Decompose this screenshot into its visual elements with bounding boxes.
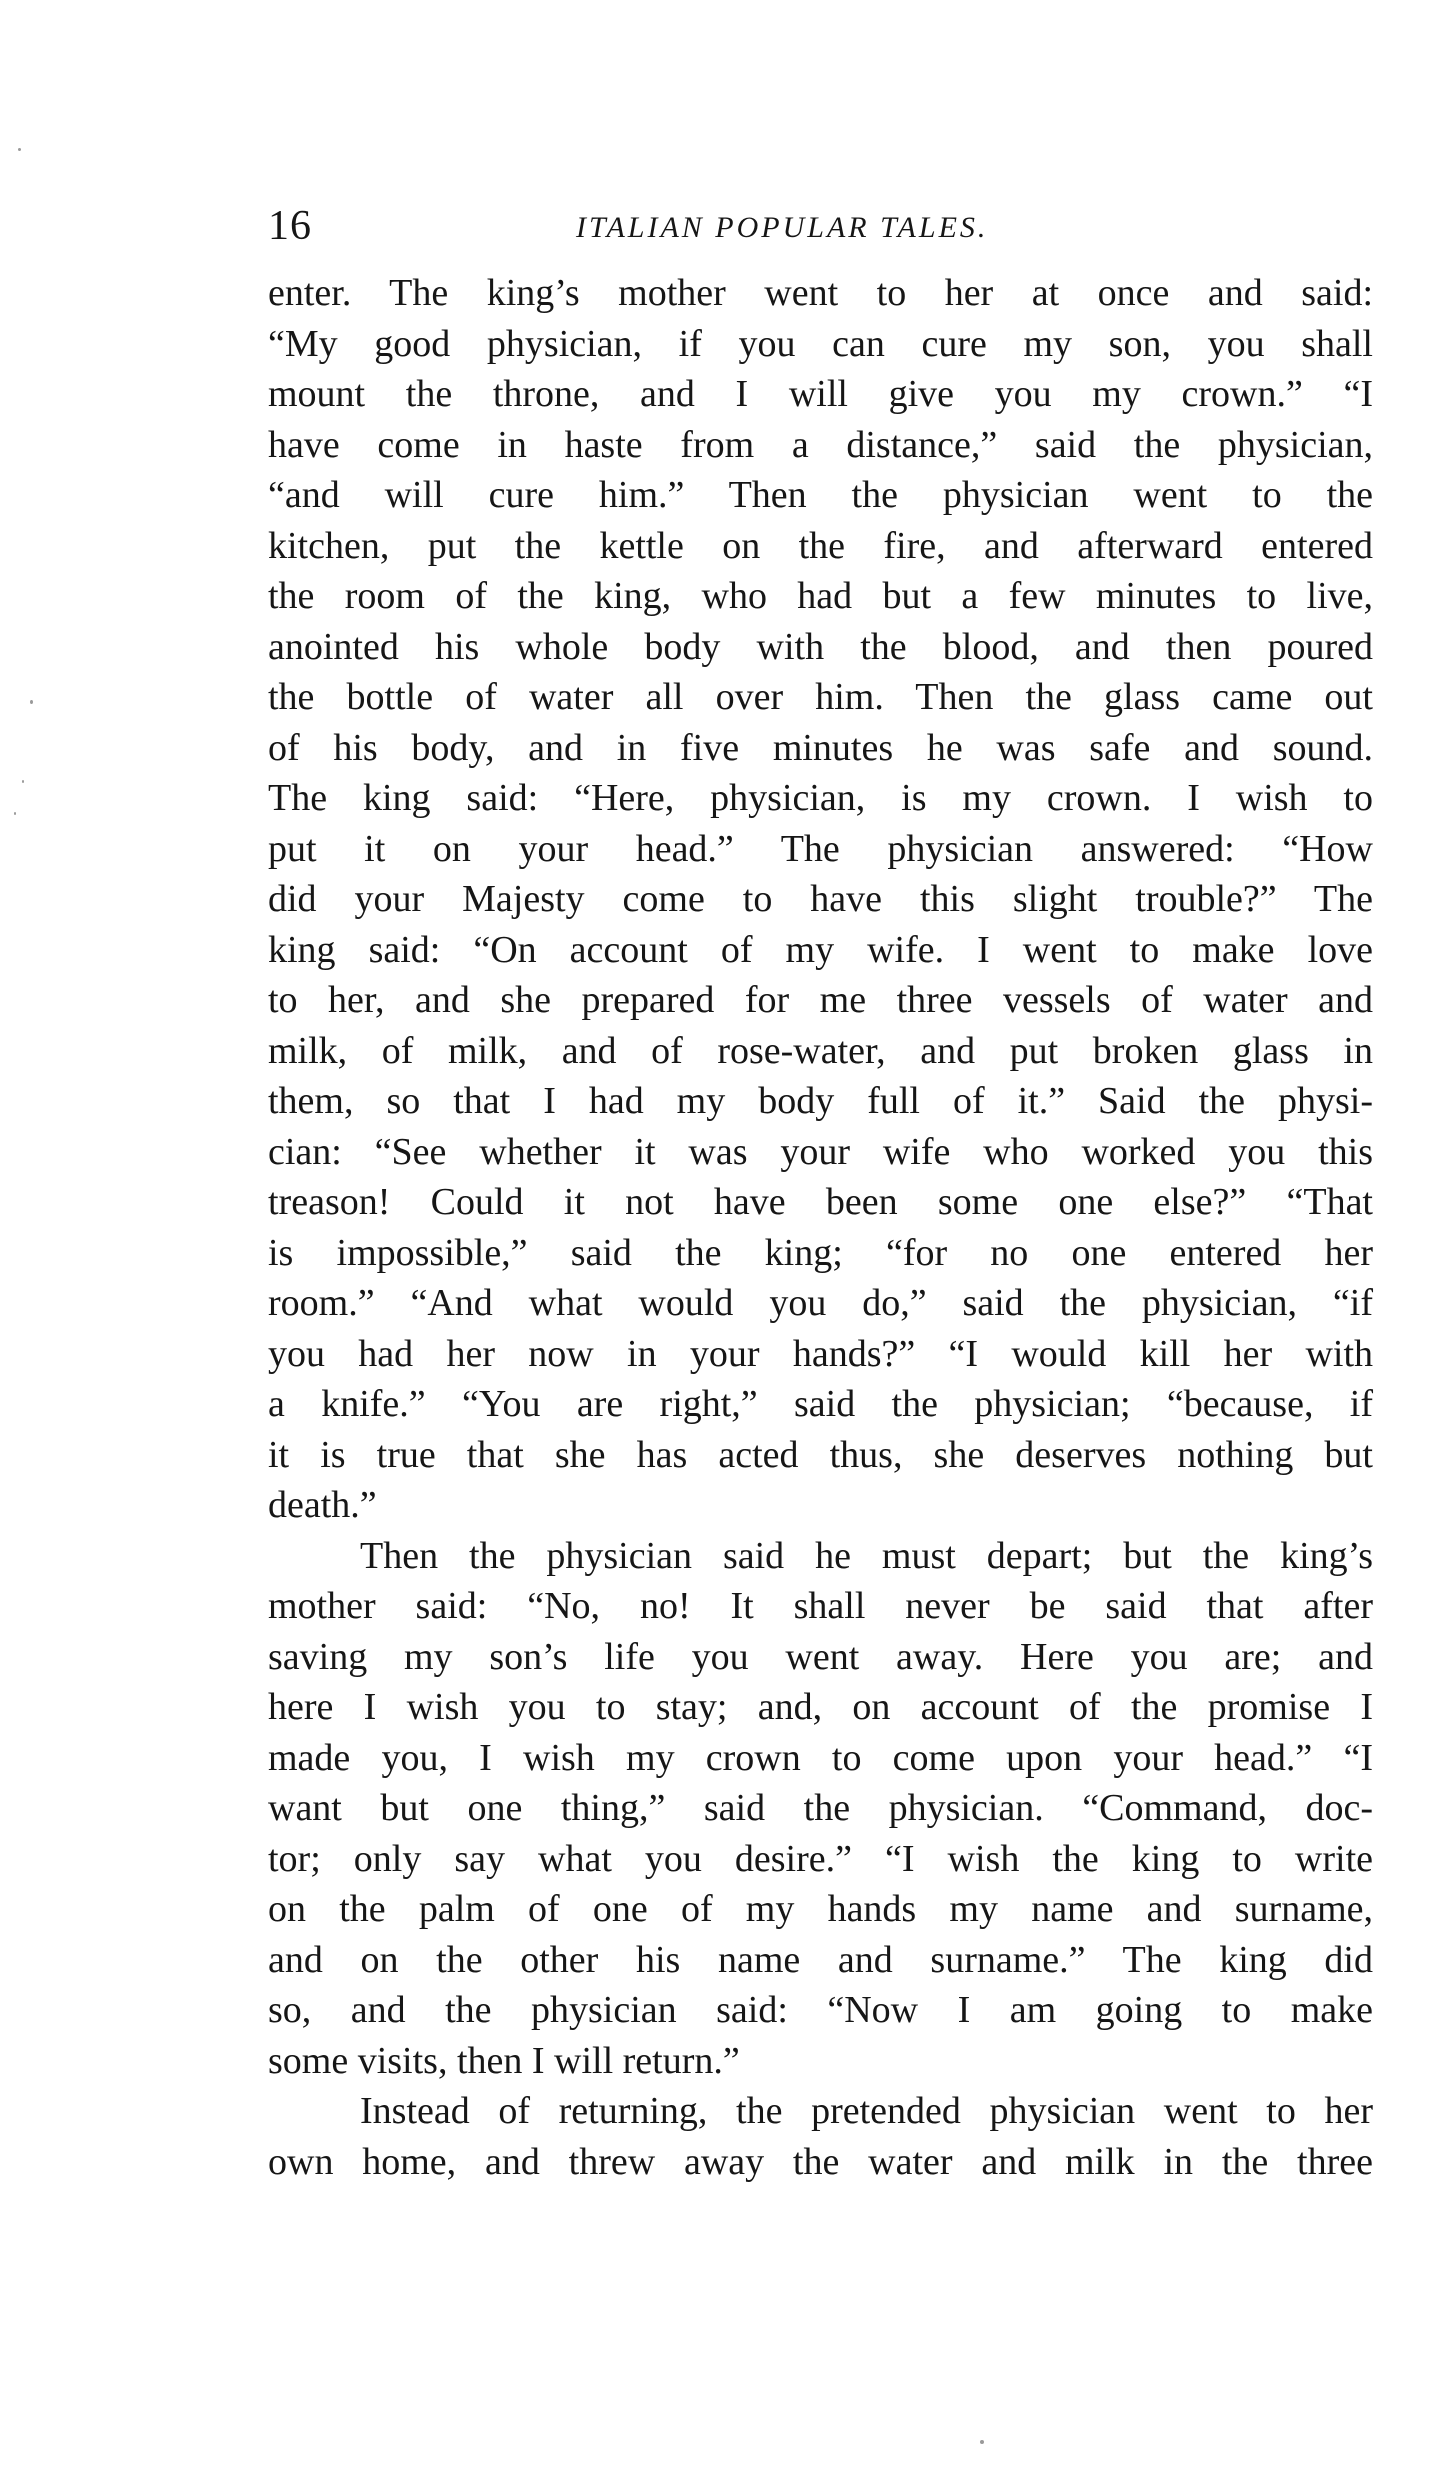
text-line: the bottle of water all over him. Then the glass came out — [268, 676, 1373, 718]
text-line: want but one thing,” said the physician. “Command, doc- — [268, 1787, 1373, 1829]
text-line: of his body, and in five minutes he was safe and sound. — [268, 726, 1373, 769]
text-line: saving my son’s life you went away. Here you are; and — [268, 1635, 1373, 1678]
text-line: treason! Could it not have been some one else?” “That — [268, 1181, 1373, 1223]
paragraph — [268, 1531, 1373, 2087]
text-line: mount the throne, and I will give you my crown.” “I — [268, 373, 1373, 415]
text-line: you had her now in your hands?” “I would kill her with — [268, 1332, 1373, 1375]
text-line: made you, I wish my crown to come upon your head.” “I — [268, 1736, 1373, 1779]
text-line: is impossible,” said the king; “for no one entered her — [268, 1231, 1373, 1274]
scan-speck — [980, 2440, 984, 2444]
text-line: “My good physician, if you can cure my son, you shall — [268, 322, 1373, 365]
text-line: the room of the king, who had but a few minutes to live, — [268, 575, 1373, 617]
text-line: it is true that she has acted thus, she deserves nothing but — [268, 1433, 1373, 1476]
text-line: “and will cure him.” Then the physician went to the — [268, 474, 1373, 516]
page-number: 16 — [268, 203, 312, 249]
text-line: anointed his whole body with the blood, and then poured — [268, 625, 1373, 668]
text-line: to her, and she prepared for me three vessels of water and — [268, 979, 1373, 1021]
text-line: here I wish you to stay; and, on account of the promise I — [268, 1686, 1373, 1728]
text-line: put it on your head.” The physician answered: “How — [268, 827, 1373, 870]
paragraph — [268, 2086, 1373, 2187]
text-line: did your Majesty come to have this slight trouble?” The — [268, 878, 1373, 920]
paragraph — [268, 268, 1373, 1531]
text-line: so, and the physician said: “Now I am going to make — [268, 1989, 1373, 2031]
text-line: king said: “On account of my wife. I went to make love — [268, 928, 1373, 971]
text-line: death.” — [268, 1484, 377, 1526]
text-line: tor; only say what you desire.” “I wish the king to write — [268, 1837, 1373, 1880]
scan-speck — [22, 780, 24, 783]
scan-speck — [30, 700, 33, 704]
text-line: Instead of returning, the pretended physician went to her — [360, 2090, 1373, 2132]
body-text — [268, 268, 1373, 2187]
text-line: kitchen, put the kettle on the fire, and afterward entered — [268, 524, 1373, 567]
text-line: Then the physician said he must depart; but the king’s — [360, 1534, 1373, 1577]
text-line: a knife.” “You are right,” said the physician; “because, if — [268, 1383, 1373, 1425]
text-line: own home, and threw away the water and milk in the three — [268, 2140, 1373, 2183]
text-line: have come in haste from a distance,” said the physician, — [268, 423, 1373, 466]
scan-speck — [18, 148, 21, 151]
text-line: The king said: “Here, physician, is my crown. I wish to — [268, 777, 1373, 819]
text-line: cian: “See whether it was your wife who worked you this — [268, 1130, 1373, 1173]
text-line: enter. The king’s mother went to her at once and said: — [268, 272, 1373, 314]
text-line: and on the other his name and surname.” The king did — [268, 1938, 1373, 1981]
text-line: milk, of milk, and of rose-water, and put broken glass in — [268, 1029, 1373, 1072]
page-header — [268, 196, 1373, 256]
text-line: on the palm of one of my hands my name and surname, — [268, 1888, 1373, 1930]
scan-speck — [14, 812, 16, 815]
text-line: some visits, then I will return.” — [268, 2039, 740, 2082]
running-head: ITALIAN POPULAR TALES. — [576, 211, 989, 244]
text-line: mother said: “No, no! It shall never be said that after — [268, 1585, 1373, 1627]
text-line: room.” “And what would you do,” said the physician, “if — [268, 1282, 1373, 1324]
text-line: them, so that I had my body full of it.” Said the physi- — [268, 1080, 1373, 1122]
